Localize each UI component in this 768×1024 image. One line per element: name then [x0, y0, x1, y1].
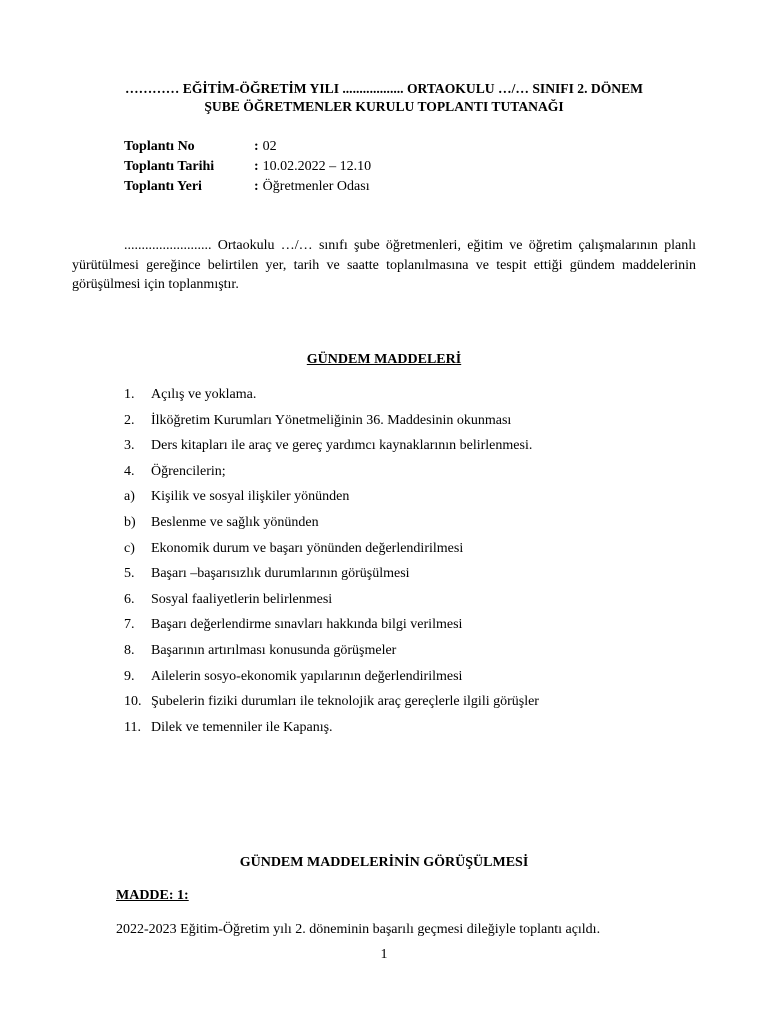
agenda-item	[124, 386, 256, 404]
meta-value: 02	[262, 139, 277, 154]
meta-colon: :	[254, 159, 259, 174]
agenda-item	[124, 488, 349, 506]
page-number: 1	[380, 947, 388, 962]
meta-row-no	[124, 138, 277, 156]
agenda-item	[124, 565, 410, 583]
agenda-item	[124, 514, 319, 532]
document-title-line2: ŞUBE ÖĞRETMENLER KURULU TOPLANTI TUTANAĞI	[204, 99, 564, 114]
agenda-item	[124, 540, 463, 558]
agenda-item-number: 11.	[124, 719, 141, 735]
meta-key: Toplantı Yeri	[124, 179, 202, 194]
agenda-item	[124, 616, 462, 634]
document-title-line1: ………… EĞİTİM-ÖĞRETİM YILI .................. ORTAOKULU …/… SINIFI 2. DÖNEM	[124, 81, 643, 96]
meta-key: Toplantı No	[124, 139, 195, 154]
agenda-item-text: Dilek ve temenniler ile Kapanış.	[151, 719, 333, 735]
agenda-item-number: c)	[124, 540, 135, 556]
agenda-item-text: Ders kitapları ile araç ve gereç yardımcı kaynaklarının belirlenmesi.	[151, 438, 533, 454]
agenda-item-number: 6.	[124, 591, 135, 607]
meta-value: Öğretmenler Odası	[262, 179, 370, 194]
agenda-item-text: Öğrencilerin;	[151, 463, 226, 479]
discussion-heading: GÜNDEM MADDELERİNİN GÖRÜŞÜLMESİ	[239, 855, 529, 870]
madde-text: 2022-2023 Eğitim-Öğretim yılı 2. döneminin başarılı geçmesi dileğiyle toplantı açıldı.	[116, 922, 601, 937]
meta-colon: :	[254, 179, 259, 194]
agenda-item-text: Ekonomik durum ve başarı yönünden değerlendirilmesi	[151, 540, 464, 556]
agenda-item-number: 2.	[124, 412, 135, 428]
agenda-heading: GÜNDEM MADDELERİ	[306, 352, 462, 367]
agenda-item	[124, 668, 462, 686]
meta-value: 10.02.2022 – 12.10	[262, 159, 372, 174]
agenda-item-text: Açılış ve yoklama.	[151, 387, 257, 402]
intro-text: ......................... Ortaokulu …/… sınıfı şube öğretmenleri, eğitim ve öğretim çalışmalarının planlı yürütülmesi gereğince belirtilen yer, tarih ve saatte toplanılmasına ve tespit ettiği gündem maddelerinin görüşülmesi için toplanmıştır.	[72, 238, 696, 292]
agenda-item-number: 8.	[124, 643, 135, 658]
agenda-item-text: Kişilik ve sosyal ilişkiler yönünden	[151, 489, 350, 505]
agenda-item-text: Beslenme ve sağlık yönünden	[151, 515, 319, 530]
meta-row-date	[124, 158, 371, 176]
agenda-item-number: a)	[124, 489, 135, 505]
agenda-item-text: İlköğretim Kurumları Yönetmeliğinin 36. Maddesinin okunması	[151, 412, 512, 428]
agenda-item	[124, 463, 226, 481]
agenda-item	[124, 591, 332, 609]
agenda-item-number: 1.	[124, 387, 135, 402]
meta-colon: :	[254, 139, 259, 154]
agenda-item-text: Başarının artırılması konusunda görüşmeler	[151, 643, 397, 658]
agenda-item-number: 3.	[124, 438, 135, 454]
agenda-item	[124, 437, 532, 455]
agenda-item-number: 9.	[124, 668, 135, 684]
agenda-item-text: Başarı –başarısızlık durumlarının görüşülmesi	[151, 566, 410, 582]
agenda-item-text: Şubelerin fiziki durumları ile teknolojik araç gereçlerle ilgili görüşler	[151, 694, 539, 710]
agenda-item-number: 7.	[124, 617, 135, 633]
madde-label: MADDE: 1:	[116, 888, 189, 903]
agenda-item-text: Ailelerin sosyo-ekonomik yapılarının değerlendirilmesi	[151, 668, 463, 684]
agenda-item-number: 5.	[124, 566, 135, 582]
agenda-item-number: 10.	[124, 694, 142, 710]
agenda-item	[124, 693, 539, 711]
agenda-item-number: 4.	[124, 463, 135, 479]
agenda-item-number: b)	[124, 515, 136, 530]
intro-paragraph	[72, 236, 696, 295]
agenda-item-text: Sosyal faaliyetlerin belirlenmesi	[151, 591, 333, 607]
agenda-item-text: Başarı değerlendirme sınavları hakkında bilgi verilmesi	[151, 617, 463, 633]
agenda-item	[124, 642, 396, 660]
meta-key: Toplantı Tarihi	[124, 159, 215, 174]
agenda-item	[124, 719, 333, 737]
meta-row-place	[124, 178, 370, 196]
agenda-item	[124, 412, 511, 430]
